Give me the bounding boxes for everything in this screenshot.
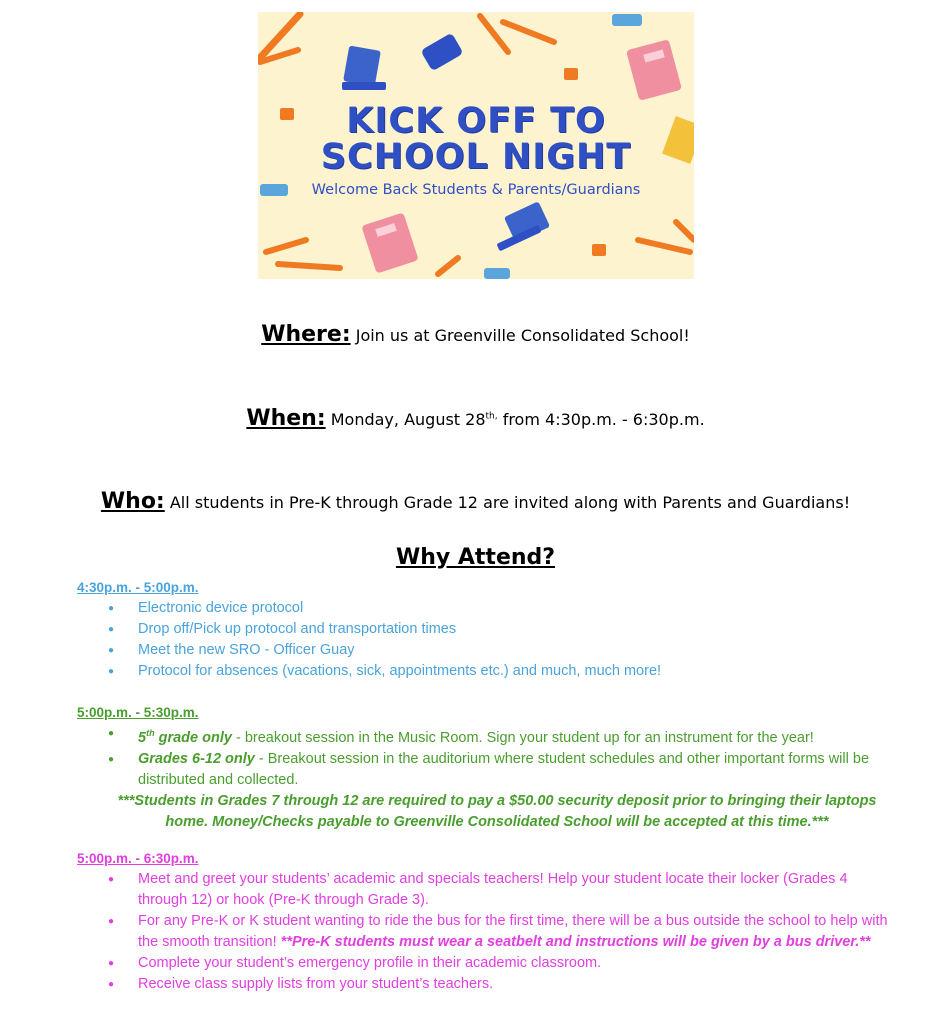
- when-date: Monday, August 28: [330, 410, 486, 429]
- section-time: 4:30p.m. - 5:00p.m.: [77, 580, 199, 595]
- banner-subtitle: Welcome Back Students & Parents/Guardians: [311, 182, 641, 198]
- bus-seatbelt-note: **Pre-K students must wear a seatbelt and instructions will be given by a bus driver.**: [280, 934, 871, 950]
- who-line: [0, 489, 951, 514]
- when-time: from 4:30p.m. - 6:30p.m.: [497, 410, 705, 429]
- grade-emphasis: Grades 6-12 only: [138, 750, 255, 767]
- pencil-icon: [676, 222, 694, 240]
- pencil-icon: [438, 258, 458, 274]
- list-item: ● Complete your student’s emergency profile in their academic classroom.: [77, 953, 897, 974]
- where-line: [0, 322, 951, 347]
- laptop-icon: [342, 45, 386, 90]
- pencil-case-icon: [420, 33, 463, 72]
- grade-number: 5: [138, 729, 147, 746]
- who-label: Who:: [100, 489, 165, 514]
- item-text: For any Pre-K or K student wanting to ride the bus for the first time, there will be a bus outside the school to help with the smooth transition!: [138, 913, 888, 950]
- event-banner: [258, 12, 694, 279]
- banner-title-line-1: KICK OFF TO: [346, 101, 606, 141]
- section-time: 5:00p.m. - 5:30p.m.: [77, 705, 199, 720]
- section-time: 5:00p.m. - 6:30p.m.: [77, 851, 199, 866]
- schedule-section-2: [77, 702, 897, 833]
- eraser-icon: [612, 14, 642, 26]
- notebook-icon: [626, 39, 682, 101]
- when-date-suffix: th,: [485, 411, 498, 422]
- schedule-section-1: [77, 577, 897, 682]
- grade-suffix: th: [146, 728, 155, 738]
- who-text: All students in Pre-K through Grade 12 are invited along with Parents and Guardians!: [169, 493, 851, 512]
- item-text: - breakout session in the Music Room. Sign your student up for an instrument for the year!: [231, 729, 814, 746]
- pencil-icon: [266, 240, 306, 252]
- sharpener-icon: [564, 68, 578, 80]
- where-text: Join us at Greenville Consolidated School!: [355, 326, 690, 345]
- list-item: ● Receive class supply lists from your student’s teachers.: [77, 974, 897, 995]
- list-item: [77, 749, 897, 791]
- list-item: ● Meet and greet your students’ academic and specials teachers! Help your student locate their locker (Grades 4 through 12) or hook (Pre-K through Grade 3).: [77, 869, 897, 911]
- pencil-icon: [278, 264, 340, 268]
- schedule-section-3: [77, 848, 897, 995]
- section-list: [77, 869, 897, 995]
- security-deposit-note: ***Students in Grades 7 through 12 are required to pay a $50.00 security deposit prior to bringing their laptops home. Money/Checks payable to Greenville Consolidated School will be accepted at this time.***: [117, 792, 877, 830]
- item-text: - Breakout session in the auditorium where student schedules and other important forms will be distributed and collected.: [138, 750, 870, 788]
- when-label: When:: [246, 406, 326, 431]
- laptop-icon: [496, 201, 550, 251]
- list-item: [77, 723, 897, 749]
- list-item: [77, 911, 897, 953]
- where-label: Where:: [261, 322, 351, 347]
- why-attend-heading: Why Attend?: [395, 545, 556, 570]
- section-list: [77, 598, 897, 682]
- list-item: ● Electronic device protocol: [77, 598, 897, 619]
- sharpener-icon: [592, 244, 606, 256]
- pencil-icon: [503, 22, 554, 42]
- grade-emphasis: [138, 730, 232, 746]
- list-item: ● Meet the new SRO - Officer Guay: [77, 640, 897, 661]
- when-text: [331, 410, 705, 429]
- section-list: [77, 723, 897, 791]
- paper-clip-icon: [484, 268, 510, 279]
- banner-title-line-2: SCHOOL NIGHT: [320, 137, 632, 177]
- grade-label: grade only: [154, 729, 232, 746]
- list-item: ● Protocol for absences (vacations, sick, appointments etc.) and much, much more!: [77, 661, 897, 682]
- list-item: ● Drop off/Pick up protocol and transportation times: [77, 619, 897, 640]
- when-line: [0, 406, 951, 431]
- pencil-icon: [638, 240, 690, 252]
- notebook-icon: [361, 212, 418, 273]
